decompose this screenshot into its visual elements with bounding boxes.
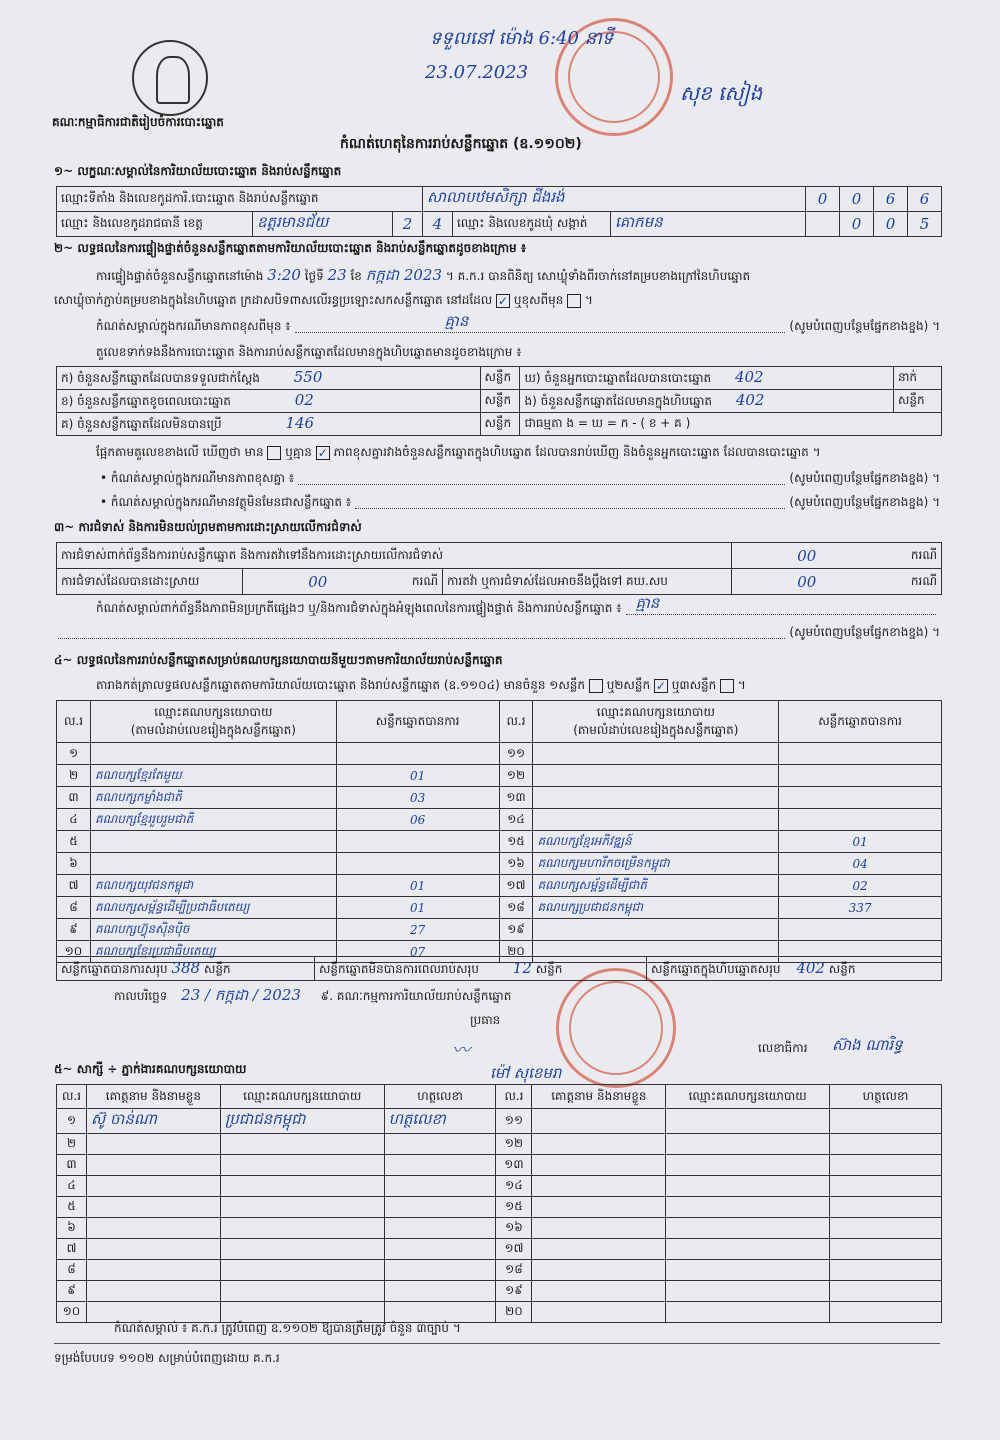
witness-name [532, 1109, 666, 1134]
witness-row [57, 1176, 942, 1197]
party-votes [336, 831, 499, 853]
province-label: ឈ្មោះ និងលេខកូដរាជធានី ខេត្ត [57, 212, 253, 237]
chair-signature: 〰 [452, 1040, 470, 1061]
irregularity-note-row: កំណត់សម្គាល់ពាក់ព័ន្ធនឹងភាពមិនប្រក្រតីផ្សេងៗ ឬ/និងការជំទាស់ក្នុងអំឡុងពេលនៃការផ្ទៀងផ្ទាត់ និងការរាប់សន្លឹកឆ្នោត ៖ គ្មាន [96, 600, 940, 618]
party-votes: 01 [779, 831, 942, 853]
party-name [90, 853, 336, 875]
party-no: ១ [57, 743, 91, 765]
witness-row [57, 1109, 942, 1134]
witness-name [532, 1218, 666, 1239]
witness-party: ប្រជាជនកម្ពុជា [220, 1109, 384, 1134]
secretary-name: ស៊ាង ណារិទ្ធ [832, 1036, 903, 1054]
witness-no: ១៤ [496, 1176, 532, 1197]
witness-signature [384, 1134, 496, 1155]
witness-row [57, 1260, 942, 1281]
signing-date-line: កាលបរិច្ឆេទ 23 / កក្កដា / 2023 ៩. គណៈកម្មការការិយាល័យរាប់សន្លឹកឆ្នោត [114, 986, 512, 1004]
commune-value: គោកមន [611, 212, 806, 237]
difference-note-row: កំណត់សម្គាល់ក្នុងករណីមានភាពខុសពីមុន ៖ គ្មាន (សូមបំពេញបន្ថែមផ្នែកខាងខ្នង) ។ [96, 312, 940, 333]
received-date: 23.07.2023 [425, 62, 529, 83]
witness-row [57, 1155, 942, 1176]
witness-signature [384, 1155, 496, 1176]
party-votes [779, 809, 942, 831]
voters-value: 402 [734, 368, 764, 386]
party-no: ៦ [57, 853, 91, 875]
party-name [533, 809, 779, 831]
party-no: ១៤ [499, 809, 533, 831]
party-votes [779, 787, 942, 809]
two-sheets-checkbox[interactable]: ✓ [655, 678, 666, 693]
witness-signature [830, 1134, 942, 1155]
witness-name [532, 1260, 666, 1281]
verification-time: 3:20 [267, 266, 301, 284]
witness-party [666, 1109, 830, 1134]
witness-party [220, 1134, 384, 1155]
witness-no: ២ [57, 1134, 87, 1155]
party-votes: 02 [779, 875, 942, 897]
witness-row [57, 1197, 942, 1218]
witness-name [86, 1260, 220, 1281]
witness-name [86, 1239, 220, 1260]
org-name: គណៈកម្មាធិការជាតិរៀបចំការបោះឆ្នោត [52, 115, 224, 129]
total-in-box-value: 402 [796, 958, 825, 977]
party-votes: 01 [336, 897, 499, 919]
witness-name [532, 1302, 666, 1323]
witness-name [532, 1197, 666, 1218]
commune-code-3: 5 [908, 212, 942, 237]
witness-name [532, 1176, 666, 1197]
witness-name [86, 1281, 220, 1302]
party-no: ១៣ [499, 787, 533, 809]
witness-party [220, 1176, 384, 1197]
party-name: គណបក្សសម្ព័ន្ធដើម្បីប្រជាធិបតេយ្យ [90, 897, 336, 919]
witness-no: ១ [57, 1109, 87, 1134]
verification-month: កក្កដា 2023 [365, 266, 443, 284]
office-value: សាលាបឋមសិក្សា ជីងរង់ [423, 187, 806, 212]
party-name: គណបក្សខ្មែរអភិវឌ្ឍន៍ [533, 831, 779, 853]
party-name [533, 919, 779, 941]
party-no: ៤ [57, 809, 91, 831]
bullet-difference-row: • កំណត់សម្គាល់ក្នុងករណីមានភាពខុសគ្នា ៖ (សូមបំពេញបន្ថែមផ្នែកខាងខ្នង) ។ [100, 471, 940, 485]
witness-party [220, 1197, 384, 1218]
party-no: ១២ [499, 765, 533, 787]
counts-table: ក) ចំនួនសន្លឹកឆ្នោតដែលបានទទួលជាក់ស្តែង 550 សន្លឹក ឃ) ចំនួនអ្នកបោះឆ្នោតដែលបានបោះឆ្នោត 402 នាក់ ខ) ចំនួនសន្លឹកឆ្នោតខូចពេលបោះឆ្នោត 02 សន្លឹក ង) ចំនួនសន្លឹកឆ្នោតដែលមានក្នុងហិបឆ្នោត 402 សន្លឹក គ) ចំនួនសន្លឹកឆ្នោតដែលមិនបានប្រើ 146 សន្លឹក ជាធម្មតា ង = ឃ = ក - ( ខ + គ ) [56, 366, 942, 436]
witness-no: ១០ [57, 1302, 87, 1323]
party-votes [779, 743, 942, 765]
spoiled-ballots-value: 02 [294, 391, 314, 409]
bullet-object-row: • កំណត់សម្គាល់ក្នុងករណីមានវត្ថុមិនមែនជាសន្លឹកឆ្នោត ៖ (សូមបំពេញបន្ថែមផ្នែកខាងខ្នង) ។ [100, 495, 940, 509]
witness-no: ១៩ [496, 1281, 532, 1302]
witness-no: ៣ [57, 1155, 87, 1176]
party-votes: 01 [336, 875, 499, 897]
party-name: គណបក្សហ៊្វុនស៊ិនប៉ិច [90, 919, 336, 941]
witness-no: ១១ [496, 1109, 532, 1134]
party-no: ៩ [57, 919, 91, 941]
witness-no: ២០ [496, 1302, 532, 1323]
section-5-title: ៥~ សាក្សី ÷ ភ្នាក់ងារគណបក្សនយោបាយ [54, 1062, 247, 1076]
party-row [57, 919, 942, 941]
appeals-count: 00 [732, 569, 882, 595]
nec-emblem-icon [132, 40, 208, 116]
party-name [90, 743, 336, 765]
witness-party [666, 1281, 830, 1302]
party-name [533, 743, 779, 765]
witness-no: ១៧ [496, 1239, 532, 1260]
office-label: ឈ្មោះទីតាំង និងលេខកូដការិ.បោះឆ្នោត និងរាប់សន្លឹកឆ្នោត [57, 187, 423, 212]
witness-no: ៥ [57, 1197, 87, 1218]
witness-signature [830, 1197, 942, 1218]
witness-no: ១៣ [496, 1155, 532, 1176]
party-name: គណបក្សកម្លាំងជាតិ [90, 787, 336, 809]
document-title: កំណត់ហេតុនៃការរាប់សន្លឹកឆ្នោត (ឧ.១១០២) [340, 136, 582, 152]
party-no: ៥ [57, 831, 91, 853]
resolved-objections-count: 00 [243, 569, 393, 595]
unchanged-checkbox[interactable]: ✓ [497, 293, 509, 308]
party-row [57, 809, 942, 831]
witness-signature [830, 1155, 942, 1176]
party-votes: 27 [336, 919, 499, 941]
witness-no: ៤ [57, 1176, 87, 1197]
three-sheets-checkbox[interactable] [720, 679, 734, 693]
party-name: គណបក្សសម្ព័ន្ធដើម្បីជាតិ [533, 875, 779, 897]
witness-no: ១៥ [496, 1197, 532, 1218]
section-3-title: ៣~ ការជំទាស់ និងការមិនយល់ព្រមតាមការដោះស្រាយលើការជំទាស់ [54, 520, 362, 534]
changed-checkbox[interactable] [567, 294, 581, 308]
witness-signature [384, 1176, 496, 1197]
party-no: ១៥ [499, 831, 533, 853]
party-row [57, 897, 942, 919]
party-votes: 07 [336, 941, 499, 963]
witness-party [220, 1218, 384, 1239]
witness-party [666, 1218, 830, 1239]
party-row [57, 853, 942, 875]
witness-signature: ហត្ថលេខា [384, 1109, 496, 1134]
irregularity-note-value: គ្មាន [635, 594, 660, 612]
formula: ជាធម្មតា ង = ឃ = ក - ( ខ + គ ) [520, 413, 942, 436]
witness-name [86, 1176, 220, 1197]
received-by-name: សុខ សៀង [680, 81, 763, 105]
office-code-3: 6 [874, 187, 908, 212]
witness-signature [830, 1109, 942, 1134]
witness-signature [830, 1176, 942, 1197]
witness-name [86, 1218, 220, 1239]
received-ballots-value: 550 [293, 368, 323, 386]
witness-name [532, 1134, 666, 1155]
footnote: កំណត់សម្គាល់ ៖ គ.ក.រ ត្រូវបំពេញ ឧ.១១០២ ឱ្យបានត្រឹមត្រូវ ចំនួន ៣ច្បាប់ ។ [114, 1321, 461, 1335]
section-2-title: ២~ លទ្ធផលនៃការផ្ទៀងផ្ទាត់ចំនួនសន្លឹកឆ្នោតតាមការិយាល័យបោះឆ្នោត និងរាប់សន្លឹកឆ្នោតដូចខាងក្រោម ៖ [54, 241, 527, 255]
office-code-1: 0 [806, 187, 840, 212]
commune-label: ឈ្មោះ និងលេខកូដឃុំ សង្កាត់ [453, 212, 611, 237]
section-1-title: ១~ លក្ខណៈសម្គាល់នៃការិយាល័យបោះឆ្នោត និងរាប់សន្លឹកឆ្នោត [54, 164, 342, 178]
unused-ballots-value: 146 [285, 414, 315, 432]
witness-no: ៩ [57, 1281, 87, 1302]
party-name: គណបក្សមហារីកចម្រើនកម្ពុជា [533, 853, 779, 875]
party-no: ២០ [499, 941, 533, 963]
witness-no: ៨ [57, 1260, 87, 1281]
party-no: ៨ [57, 897, 91, 919]
chair-label: ប្រធាន [470, 1013, 501, 1027]
witness-row [57, 1134, 942, 1155]
party-votes [779, 765, 942, 787]
party-votes [336, 853, 499, 875]
witness-party [666, 1302, 830, 1323]
party-results-table: ល.រ ឈ្មោះគណបក្សនយោបាយ (តាមលំដាប់លេខរៀងក្នុងសន្លឹកឆ្នោត) សន្លឹកឆ្នោតបានការ ល.រ ឈ្មោះគណបក្សនយោបាយ (តាមលំដាប់លេខរៀងក្នុងសន្លឹកឆ្នោត) សន្លឹកឆ្នោតបានការ ១ ១១ ២ គណបក្សខ្មែរតែមួយ 01 ១២ ៣ គណបក្សកម្លាំងជាតិ 03 ១៣ ៤ គណបក្សខ្មែររួបរួមជាតិ 06 ១៤ ៥ ១៥ គណបក្សខ្មែរអភិវឌ្ឍន៍ 01 ៦ ១៦ គណបក្សមហារីកចម្រើនកម្ពុជា 04 ៧ គណបក្សយុវជនកម្ពុជា 01 ១៧ គណបក្សសម្ព័ន្ធដើម្បីជាតិ 02 ៨ គណបក្សសម្ព័ន្ធដើម្បីប្រជាធិបតេយ្យ 01 ១៨ គណបក្សប្រជាជនកម្ពុជា 337 ៩ គណបក្សហ៊្វុនស៊ិនប៉ិច 27 ១៩ ១០ គណបក្សខ្មែរប្រជាធិបតេយ្យ 07 ២០ [56, 700, 942, 963]
no-difference-checkbox[interactable]: ✓ [317, 445, 328, 460]
party-votes: 01 [336, 765, 499, 787]
witness-name [532, 1239, 666, 1260]
difference-note-value: គ្មាន [444, 312, 469, 330]
objections-count: 00 [732, 543, 882, 569]
verification-line-2: សោឃ្លុំចាក់ភ្ជាប់គម្របខាងក្នុងនៃហិបឆ្នោត ក្រដាសបិទពាសលើរន្ធប្រឡោះសកសន្លឹកឆ្នោត នៅដដែល ✓ ឬខុសពីមុន ។ [54, 293, 593, 308]
party-name: គណបក្សយុវជនកម្ពុជា [90, 875, 336, 897]
sheets-count-line: តារាងកត់ត្រាលទ្ធផលសន្លឹកឆ្នោតតាមការិយាល័យបោះឆ្នោត និងរាប់សន្លឹកឆ្នោត (ឧ.១១០៤) មានចំនួន ១សន្លឹក ឬ២សន្លឹក ✓ ឬ៣សន្លឹក ។ [96, 678, 746, 693]
province-value: ឧត្តរមានជ័យ [253, 212, 393, 237]
party-row [57, 743, 942, 765]
witness-party [666, 1176, 830, 1197]
witness-no: ១៦ [496, 1218, 532, 1239]
witness-party [666, 1155, 830, 1176]
witness-signature [384, 1239, 496, 1260]
difference-check-line: ផ្អែកតាមតួលេខខាងលើ ឃើញថា មាន ឬគ្មាន ✓ ភាពខុសគ្នារវាងចំនួនសន្លឹកឆ្នោតក្នុងហិបឆ្នោត ដែលបានរាប់ឃើញ និងចំនួនអ្នកបោះឆ្នោត ដែលបានបោះឆ្នោត ។ [96, 445, 821, 460]
witness-row [57, 1281, 942, 1302]
witness-no: ១២ [496, 1134, 532, 1155]
irregularity-fill-row: (សូមបំពេញបន្ថែមផ្នែកខាងខ្នង) ។ [54, 624, 940, 642]
party-name: គណបក្សប្រជាជនកម្ពុជា [533, 897, 779, 919]
ballots-in-box-value: 402 [735, 391, 765, 409]
witness-party [220, 1281, 384, 1302]
objections-table: ការជំទាស់ពាក់ព័ន្ធនឹងការរាប់សន្លឹកឆ្នោត និងការតវ៉ាទៅនឹងការដោះស្រាយលើការជំទាស់ 00 ករណី ការជំទាស់ដែលបានដោះស្រាយ 00 ករណី ការតវ៉ា ឬការជំទាស់ដែលអាចនឹងប្តឹងទៅ គឃ.សប 00 ករណី [56, 542, 942, 595]
party-row [57, 875, 942, 897]
total-invalid-value: 12 [512, 958, 532, 977]
witness-signature [830, 1260, 942, 1281]
witness-no: ១៨ [496, 1260, 532, 1281]
party-row [57, 765, 942, 787]
totals-table: សន្លឹកឆ្នោតបានការសរុប 388 សន្លឹក សន្លឹកឆ្នោតមិនបានការពេលរាប់សរុប 12 សន្លឹក សន្លឹកឆ្នោតក្នុងហិបឆ្នោតសរុប 402 សន្លឹក [56, 956, 942, 981]
verification-line-1: ការផ្ទៀងផ្ទាត់ចំនួនសន្លឹកឆ្នោតនៅម៉ោង 3:20 ថ្ងៃទី 23 ខែ កក្កដា 2023 ។ គ.ក.រ បានពិនិត្យ សោឃ្លុំទាំងពីរចាក់នៅគម្របខាងក្រៅនៃហិបឆ្នោត [96, 266, 751, 284]
witness-signature [830, 1281, 942, 1302]
witness-party [666, 1134, 830, 1155]
province-code-1: 2 [393, 212, 423, 237]
party-name: គណបក្សខ្មែរប្រជាធិបតេយ្យ [90, 941, 336, 963]
witness-table: ល.រ គោត្តនាម និងនាមខ្លួន ឈ្មោះគណបក្សនយោបាយ ហត្ថលេខា ល.រ គោត្តនាម និងនាមខ្លួន ឈ្មោះគណបក្សនយោបាយ ហត្ថលេខា ១ ស៊ូ ចាន់ណា ប្រជាជនកម្ពុជា ហត្ថលេខា ១១ ២ ១២ ៣ ១៣ ៤ ១៤ ៥ ១៥ ៦ ១៦ ៧ ១៧ ៨ ១៨ ៩ ១៩ ១០ ២០ [56, 1084, 942, 1323]
party-name [90, 831, 336, 853]
verification-day: 23 [327, 266, 347, 284]
witness-signature [830, 1218, 942, 1239]
witness-name [86, 1197, 220, 1218]
received-note: ទទួលនៅ ម៉ោង 6:40 នាទី [430, 28, 614, 49]
total-valid-value: 388 [171, 958, 201, 977]
witness-party [220, 1260, 384, 1281]
section-4-title: ៤~ លទ្ធផលនៃការរាប់សន្លឹកឆ្នោតសម្រាប់គណបក្សនយោបាយនីមួយៗតាមការិយាល័យរាប់សន្លឹកឆ្នោត [54, 653, 503, 667]
party-no: ៧ [57, 875, 91, 897]
commune-code-1: 0 [840, 212, 874, 237]
witness-signature [384, 1260, 496, 1281]
chair-name: ម៉ៅ សុខេមរា [490, 1064, 562, 1082]
province-code-2: 4 [423, 212, 453, 237]
party-no: ១៦ [499, 853, 533, 875]
party-no: ១១ [499, 743, 533, 765]
witness-signature [384, 1218, 496, 1239]
party-name [533, 765, 779, 787]
has-difference-checkbox[interactable] [267, 446, 281, 460]
witness-name: ស៊ូ ចាន់ណា [86, 1109, 220, 1134]
party-votes: 06 [336, 809, 499, 831]
party-row [57, 831, 942, 853]
official-seal-bottom [556, 968, 676, 1088]
office-code-2: 0 [840, 187, 874, 212]
witness-party [220, 1155, 384, 1176]
witness-signature [384, 1197, 496, 1218]
party-no: ១៨ [499, 897, 533, 919]
witness-signature [384, 1281, 496, 1302]
party-name [533, 787, 779, 809]
section-1-table [56, 186, 942, 237]
witness-party [666, 1197, 830, 1218]
witness-no: ៧ [57, 1239, 87, 1260]
party-votes [779, 919, 942, 941]
party-no: ១៩ [499, 919, 533, 941]
one-sheet-checkbox[interactable] [589, 679, 603, 693]
party-votes: 337 [779, 897, 942, 919]
party-votes: 04 [779, 853, 942, 875]
commune-code-2: 0 [874, 212, 908, 237]
office-code-4: 6 [908, 187, 942, 212]
secretary-label: លេខាធិការ [758, 1041, 808, 1055]
witness-no: ៦ [57, 1218, 87, 1239]
witness-row [57, 1239, 942, 1260]
footer-text: ទម្រង់បែបបទ ១១០២ សម្រាប់បំពេញដោយ គ.ក.រ [54, 1351, 280, 1365]
witness-name [532, 1155, 666, 1176]
party-name: គណបក្សខ្មែររួបរួមជាតិ [90, 809, 336, 831]
witness-party [666, 1260, 830, 1281]
party-no: ១៧ [499, 875, 533, 897]
footer-divider [54, 1343, 940, 1344]
party-no: ២ [57, 765, 91, 787]
party-row [57, 787, 942, 809]
witness-name [86, 1134, 220, 1155]
witness-signature [830, 1302, 942, 1323]
witness-signature [830, 1239, 942, 1260]
witness-row [57, 1218, 942, 1239]
party-no: ១០ [57, 941, 91, 963]
party-no: ៣ [57, 787, 91, 809]
party-votes [336, 743, 499, 765]
witness-name [86, 1155, 220, 1176]
witness-party [666, 1239, 830, 1260]
counts-intro: តួលេខទាក់ទងនឹងការបោះឆ្នោត និងការរាប់សន្លឹកឆ្នោតដែលមានក្នុងហិបឆ្នោតមានដូចខាងក្រោម ៖ [96, 345, 522, 359]
witness-name [532, 1281, 666, 1302]
party-votes: 03 [336, 787, 499, 809]
party-name: គណបក្សខ្មែរតែមួយ [90, 765, 336, 787]
signing-date-value: 23 / កក្កដា / 2023 [181, 986, 301, 1004]
witness-party [220, 1239, 384, 1260]
